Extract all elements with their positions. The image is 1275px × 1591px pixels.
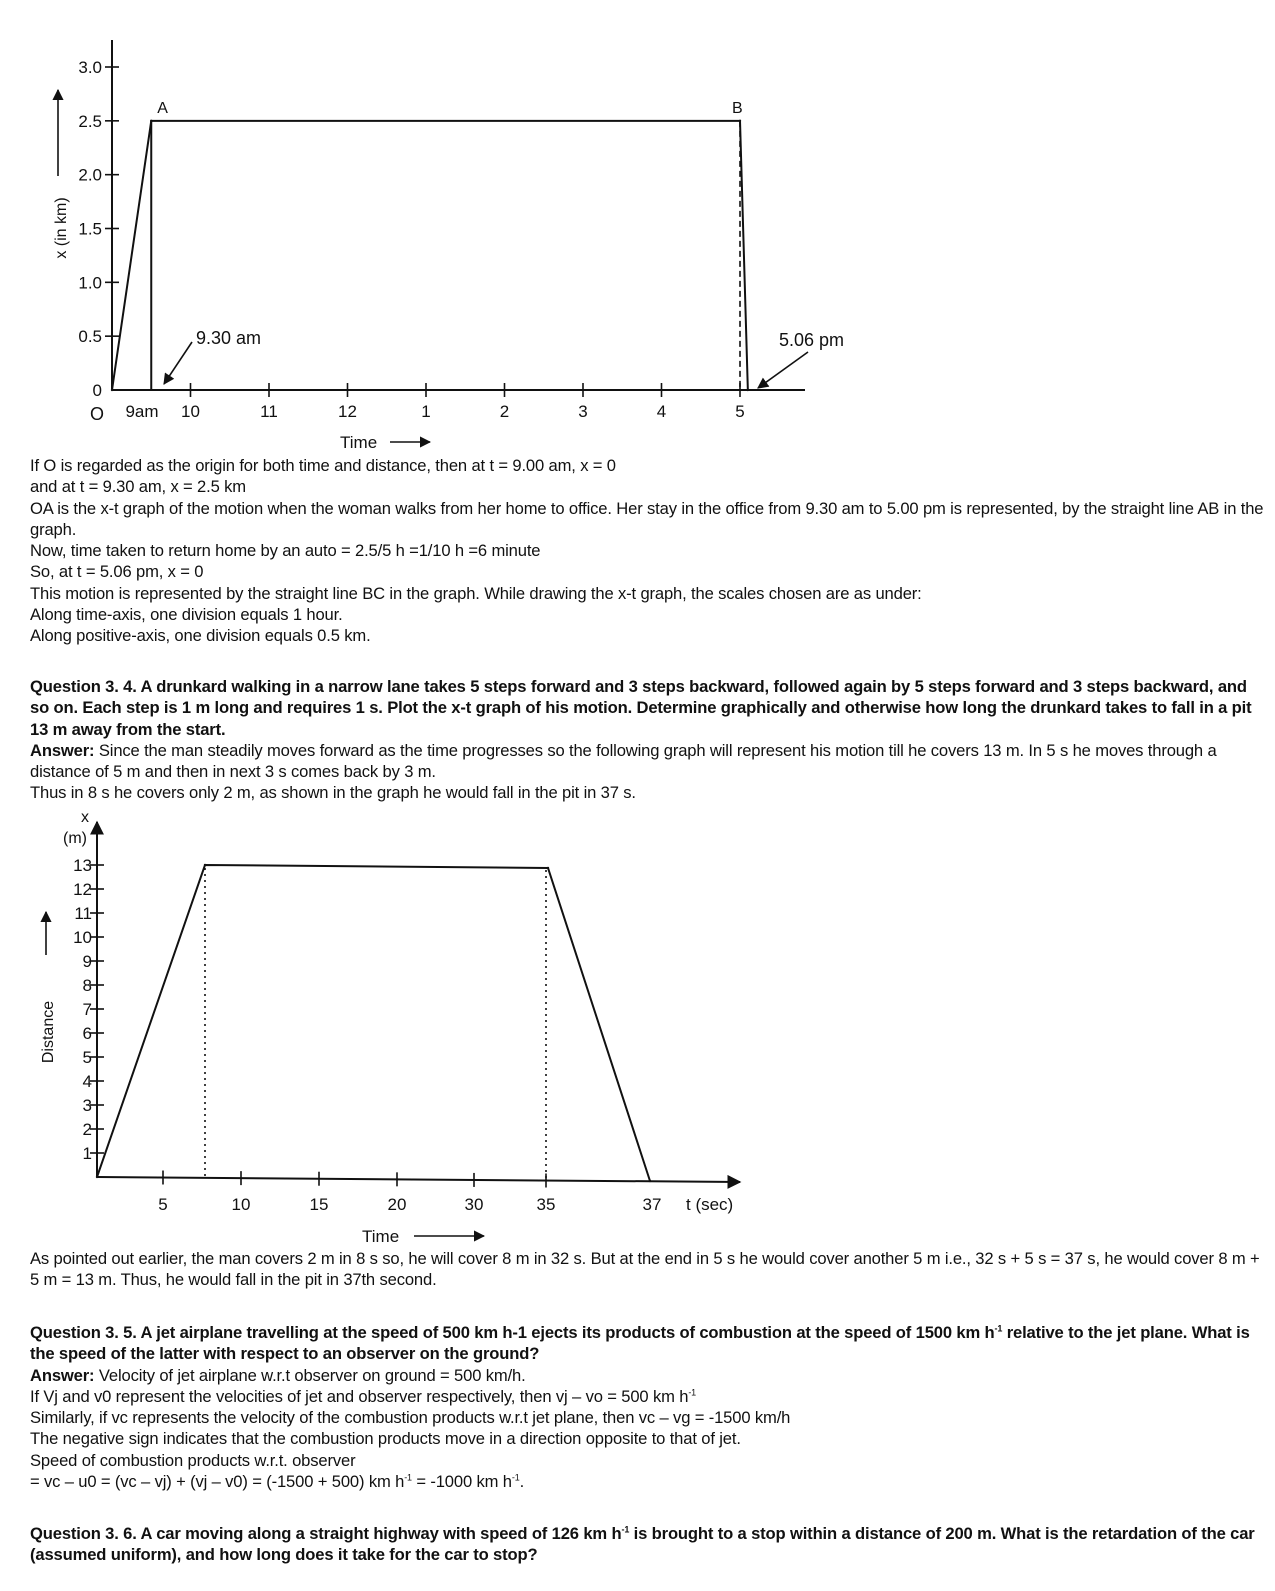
y-tick-label: 2.0 [78, 165, 102, 185]
text-part: . [519, 1472, 525, 1492]
x-tick-label: 4 [656, 402, 667, 421]
y-tick-label: 7 [82, 1000, 92, 1019]
text-line: Along positive-axis, one division equals 0.5 km. [30, 626, 371, 646]
data-point [547, 867, 549, 869]
superscript: -1 [688, 1387, 697, 1398]
point-label-A: A [157, 99, 168, 117]
data-point-C [747, 389, 749, 391]
superscript: -1 [404, 1472, 412, 1483]
y-tick-label: 3.0 [78, 58, 102, 77]
y-tick-label: 0.5 [78, 327, 102, 347]
y-tick-label: 1.0 [78, 273, 102, 293]
xt-graph-drunkard [0, 800, 800, 1250]
y-tick-label: 0 [92, 381, 102, 400]
question-text-part: is brought to a stop within a distance of 200 m. What is the retardation of the car (assumed uniform), and how long does it take for the car to stop? [30, 1524, 1255, 1565]
data-point-O [111, 389, 113, 391]
text-line: OA is the x-t graph of the motion when the woman walks from her home to office. Her stay in the office from 9.30 am to 5.00 pm is represented, by the straight line AB in the graph. [30, 498, 1264, 539]
annotation-arrow-icon [164, 342, 192, 384]
text-line: If O is regarded as the origin for both time and distance, then at t = 9.00 am, x = 0 [30, 456, 616, 475]
answer-text: Thus in 8 s he covers only 2 m, as shown in the graph he would fall in the pit in 37 s. [30, 783, 636, 803]
text-part: = -1000 km h [411, 1472, 512, 1492]
y-tick-label: 5 [82, 1048, 92, 1067]
x-tick-label: 3 [578, 402, 588, 421]
question-text-part: Question 3. 5. A jet airplane travelling at the speed of 500 km h-1 ejects its products of combustion at the speed of 1500 km h [30, 1323, 995, 1342]
question-text: Question 3. 4. A drunkard walking in a narrow lane takes 5 steps forward and 3 steps backward, followed again by 5 steps forward and 3 steps backward, and so on. Each step is 1 m long and requires 1 s. Plot the x-t graph of his motion. Determine graphically and otherwise how long the drunkard takes to fall in a pit 13 m away from the start. [30, 677, 1252, 739]
question-text-part: Question 3. 6. A car moving along a straight highway with speed of 126 km h [30, 1524, 622, 1543]
y-tick-label: 2 [82, 1120, 92, 1139]
question-text-part: relative to the jet plane. What is the speed of the latter with respect to an observer on the ground? [30, 1323, 1250, 1364]
y-tick-label: 4 [82, 1072, 92, 1091]
answer-paragraph [30, 740, 1265, 783]
data-point [96, 1176, 98, 1178]
x-tick-label: 5 [735, 402, 745, 421]
x-axis [97, 1177, 740, 1182]
text-line: As pointed out earlier, the man covers 2 m in 8 s so, he will cover 8 m in 32 s. But at the end in 5 s he would cover another 5 m i.e., 32 s + 5 s = 37 s, he would cover 8 m + 5 m = 13 m. Thus, he would fall in the pit in 37th second. [30, 1249, 1260, 1290]
annotation-label: 9.30 am [196, 328, 262, 348]
superscript: -1 [621, 1524, 630, 1535]
data-point [204, 864, 206, 866]
y-tick-label: 10 [73, 928, 92, 947]
section-3-3-explanation [30, 455, 1265, 647]
x-axis-unit-label: t (sec) [686, 1195, 734, 1214]
text-line: Along time-axis, one division equals 1 hour. [30, 605, 343, 625]
x-tick-label: 30 [464, 1195, 484, 1214]
text-line: and at t = 9.30 am, x = 2.5 km [30, 477, 246, 497]
x-tick-label: 2 [499, 402, 510, 421]
series-line-woman [112, 121, 748, 390]
figure-woman-xt-graph [0, 0, 900, 460]
y-tick-label: 3 [82, 1096, 92, 1115]
question-text [30, 1523, 1265, 1566]
figure-drunkard-xt-graph [0, 800, 800, 1250]
answer-label: Answer: [30, 1365, 95, 1385]
y-tick-label: 9 [82, 952, 92, 971]
y-tick-label: 11 [74, 904, 92, 923]
annotation-label: 5.06 pm [779, 330, 845, 350]
x-tick-label: 37 [642, 1195, 662, 1214]
origin-label: O [90, 404, 105, 424]
text-line: This motion is represented by the straight line BC in the graph. While drawing the x-t graph, the scales chosen are as under: [30, 583, 922, 603]
y-axis-title: Distance [40, 1000, 57, 1064]
y-tick-label: 1.5 [78, 219, 102, 239]
text-line: Speed of combustion products w.r.t. observer [30, 1450, 356, 1470]
text-part: If Vj and v0 represent the velocities of jet and observer respectively, then vj – vo = 500 km h [30, 1386, 689, 1406]
data-point [649, 1180, 651, 1182]
y-tick-label: 13 [73, 856, 92, 875]
point-label-B: B [732, 99, 743, 117]
text-line: The negative sign indicates that the combustion products move in a direction opposite to that of jet. [30, 1429, 741, 1449]
y-tick-label: 8 [82, 976, 92, 995]
x-axis-title: Time [362, 1227, 400, 1246]
answer-text: Since the man steadily moves forward as the time progresses so the following graph will represent his motion till he covers 13 m. In 5 s he moves through a distance of 5 m and then in next 3 s comes back by 3 m. [30, 740, 1217, 782]
x-tick-label: 9am [125, 402, 159, 421]
x-tick-label: 10 [181, 402, 200, 421]
text-line: So, at t = 5.06 pm, x = 0 [30, 562, 204, 582]
x-tick-label: 5 [158, 1195, 168, 1214]
series-line-drunkard [97, 865, 650, 1181]
text-line: Similarly, if vc represents the velocity of the combustion products w.r.t jet plane, then vc – vg = -1500 km/h [30, 1408, 791, 1428]
text-line: Now, time taken to return home by an auto = 2.5/5 h =1/10 h =6 minute [30, 541, 541, 561]
answer-text: Velocity of jet airplane w.r.t observer on ground = 500 km/h. [94, 1365, 526, 1385]
question-3-5 [30, 1322, 1265, 1492]
x-tick-label: 20 [387, 1195, 407, 1214]
question-3-4-conclusion [30, 1248, 1265, 1291]
y-axis-unit: (m) [63, 830, 87, 847]
x-tick-label: 12 [338, 402, 357, 421]
text-line [30, 1386, 1265, 1407]
x-tick-label: 11 [260, 402, 278, 421]
text-line [30, 1471, 1265, 1492]
annotation-arrow-icon [758, 352, 808, 388]
y-tick-label: 6 [82, 1024, 92, 1043]
xt-graph-woman [0, 0, 900, 460]
superscript: -1 [994, 1323, 1003, 1334]
y-tick-label: 2.5 [78, 111, 102, 131]
answer-label: Answer: [30, 740, 95, 760]
question-3-4 [30, 676, 1265, 804]
answer-paragraph [30, 1365, 1265, 1386]
question-text [30, 1322, 1265, 1365]
question-3-6 [30, 1523, 1265, 1566]
y-axis-symbol: x [81, 809, 89, 826]
y-tick-label: 12 [73, 880, 92, 899]
x-tick-label: 15 [309, 1195, 329, 1214]
x-tick-label: 35 [536, 1195, 556, 1214]
y-axis-title: x (in km) [53, 197, 70, 259]
text-part: = vc – u0 = (vc – vj) + (vj – v0) = (-1500 + 500) km h [30, 1472, 405, 1492]
x-tick-label: 1 [421, 402, 431, 421]
superscript: -1 [511, 1472, 520, 1483]
y-tick-label: 1 [82, 1144, 92, 1163]
x-axis-title: Time [340, 433, 378, 452]
x-tick-label: 10 [231, 1195, 251, 1214]
